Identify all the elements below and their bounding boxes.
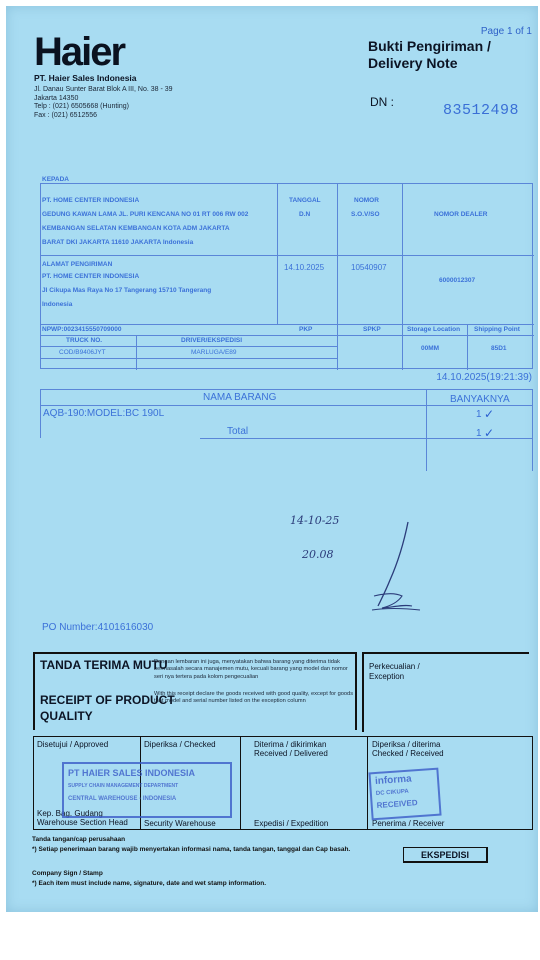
expedition-label: Expedisi / Expedition [254, 819, 329, 828]
item-qty: 1 [476, 409, 482, 420]
kepada-line: BARAT DKI JAKARTA 11610 JAKARTA Indonesia [42, 239, 194, 246]
print-timestamp: 14.10.2025(19:21:39) [436, 372, 532, 383]
storage-label: Storage Location [407, 326, 461, 333]
stamp-line: DC CIKUPA [375, 788, 409, 798]
spkp-label: SPKP [363, 326, 381, 333]
page-number: Page 1 of 1 [480, 26, 532, 37]
title-line: QUALITY [40, 709, 93, 723]
receiver-label: Penerima / Receiver [372, 819, 445, 828]
items-table [40, 389, 533, 471]
dn-number: 83512498 [443, 102, 520, 119]
alamat-line: PT. HOME CENTER INDONESIA [42, 273, 140, 280]
shipment-table [40, 176, 533, 369]
checked-label: Diperiksa / Checked [144, 740, 216, 749]
informa-received-stamp [368, 768, 441, 821]
shipping-value: 85D1 [491, 345, 507, 352]
kepada-line: GEDUNG KAWAN LAMA JL. PURI KENCANA NO 01 RT 006 RW 002 [42, 211, 249, 218]
security-label: Security Warehouse [144, 819, 216, 828]
driver-label: DRIVER/EKSPEDISI [181, 337, 243, 344]
receipt-text-id: Dengan lembaran ini juga, menyatakan bahwa barang yang diterima tidak bermasalah secara manajemen mutu, kecuali barang yang model dan nomor seri nya tertera pada kolom pengecualian [154, 659, 348, 680]
document-title [368, 38, 491, 72]
checked-received-label: Diperiksa / diterima Checked / Received [372, 740, 444, 758]
stamp-line: CENTRAL WAREHOUSE - INDONESIA [68, 796, 177, 802]
company-address [34, 86, 173, 120]
check-mark-icon: ✓ [484, 407, 495, 421]
title-line: RECEIPT OF PRODUCT [40, 693, 175, 707]
tanggal-value: 14.10.2025 [284, 263, 325, 272]
title-line: Bukti Pengiriman / [368, 38, 491, 54]
alamat-label: ALAMAT PENGIRIMAN [42, 261, 113, 268]
title-line: Delivery Note [368, 55, 458, 71]
approved-label: Disetujui / Approved [37, 740, 109, 749]
check-mark-icon: ✓ [484, 426, 495, 440]
footer-company-sign-en: Company Sign / Stamp [32, 870, 103, 877]
stamp-line: RECEIVED [376, 798, 418, 810]
npwp: NPWP:0023415550709000 [42, 326, 122, 333]
shipping-label: Shipping Point [474, 326, 520, 333]
dealer-label: NOMOR DEALER [434, 211, 488, 218]
warehouse-head-label: Kep. Bag. Gudang Warehouse Section Head [37, 809, 128, 827]
stamp-line: informa [374, 773, 413, 788]
footer-note-en: *) Each item must include name, signature, date and wet stamp information. [32, 880, 267, 887]
address-line: Jakarta 14350 [34, 94, 79, 102]
col-banyaknya: BANYAKNYA [450, 394, 510, 405]
po-number: PO Number:4101616030 [42, 622, 154, 633]
tanggal-label: TANGGAL [289, 197, 321, 204]
handwritten-time: 20.08 [302, 548, 334, 561]
received-label: Diterima / dikirimkan Received / Delivered [254, 740, 328, 758]
nomor-sub: S.O.V/SO [351, 211, 380, 218]
address-line: Fax : (021) 6512556 [34, 111, 98, 119]
footer-company-sign-id: Tanda tangan/cap perusahaan [32, 836, 126, 843]
company-name: PT. Haier Sales Indonesia [34, 73, 137, 83]
tanggal-sub: D.N [299, 211, 311, 218]
kepada-label: KEPADA [42, 176, 69, 183]
nomor-value: 10540907 [351, 263, 387, 272]
handwritten-signature-icon [368, 518, 426, 616]
alamat-line: Jl Cikupa Mas Raya No 17 Tangerang 15710 Tangerang [42, 287, 212, 294]
footer-note-id: *) Setiap penerimaan barang wajib menyertakan informasi nama, tanda tangan, tanggal dan Cap basah. [32, 846, 351, 853]
col-nama-barang: NAMA BARANG [203, 392, 277, 403]
pkp-label: PKP [299, 326, 313, 333]
haier-warehouse-stamp [62, 762, 232, 818]
dealer-value: 6000012307 [439, 277, 476, 284]
ekspedisi-box: EKSPEDISI [403, 847, 488, 863]
storage-value: 00MM [421, 345, 440, 352]
item-name: AQB-190:MODEL:BC 190L [43, 408, 165, 419]
kepada-line: KEMBANGAN SELATAN KEMBANGAN KOTA ADM JAKARTA [42, 225, 230, 232]
stamp-line: PT HAIER SALES INDONESIA [68, 768, 196, 778]
haier-logo: Haier [34, 30, 125, 74]
handwritten-date: 14-10-25 [290, 514, 340, 527]
total-qty: 1 [476, 428, 482, 439]
truck-label: TRUCK NO. [66, 337, 103, 344]
kepada-line: PT. HOME CENTER INDONESIA [42, 197, 140, 204]
nomor-label: NOMOR [354, 197, 379, 204]
exception-label: Perkecualian / Exception [369, 662, 420, 681]
address-line: Jl. Danau Sunter Barat Blok A III, No. 38 - 39 [34, 86, 173, 93]
total-label: Total [227, 426, 249, 437]
driver-value: MARLUGA/E89 [191, 349, 237, 356]
dn-label: DN : [370, 95, 394, 109]
stamp-line: SUPPLY CHAIN MANAGEMENT DEPARTMENT [68, 783, 179, 789]
address-line: Telp : (021) 6505668 (Hunting) [34, 103, 129, 111]
alamat-line: Indonesia [42, 301, 73, 308]
truck-value: COD/B9406JYT [59, 349, 106, 356]
receipt-text-en: With this receipt declare the goods received with good quality, except for goods that model and serial number listed on the exception column [154, 691, 354, 705]
receipt-title-id: TANDA TERIMA MUTU [40, 658, 168, 672]
